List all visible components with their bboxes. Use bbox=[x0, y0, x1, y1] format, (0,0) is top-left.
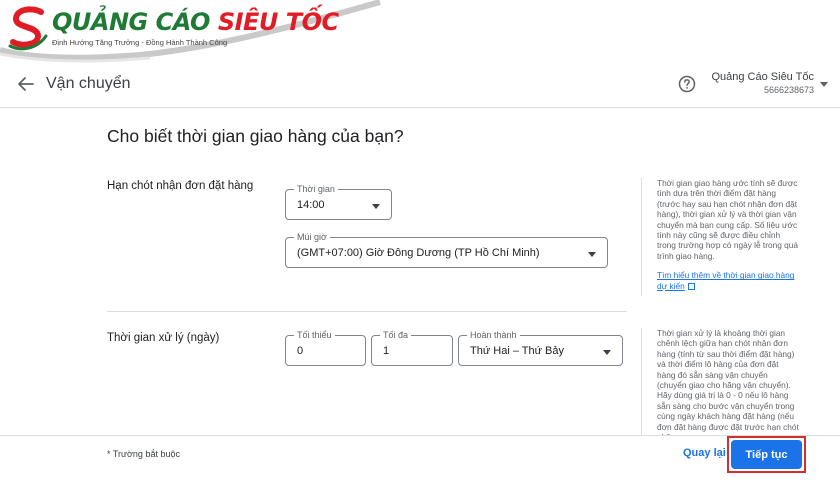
handling-days-label: Hoàn thành bbox=[467, 330, 520, 340]
chevron-down-icon bbox=[372, 204, 380, 209]
page-title: Vận chuyển bbox=[46, 75, 131, 92]
cutoff-time-value: 14:00 bbox=[297, 199, 325, 211]
handling-min-label: Tối thiểu bbox=[294, 330, 335, 340]
brand-title: QUẢNG CÁO SIÊU TỐC bbox=[52, 8, 339, 36]
account-name: Quảng Cáo Siêu Tốc bbox=[711, 71, 814, 83]
back-button[interactable]: Quay lại bbox=[683, 447, 726, 459]
back-arrow-icon[interactable] bbox=[16, 74, 36, 94]
handling-days-value: Thứ Hai – Thứ Bảy bbox=[470, 345, 565, 357]
section-divider bbox=[107, 311, 627, 312]
cutoff-time-label: Thời gian bbox=[294, 184, 338, 194]
cutoff-time-select[interactable] bbox=[285, 184, 392, 220]
handling-note-text: Thời gian xử lý là khoảng thời gian chênh lệch giữa hạn chót nhận đơn hàng (tính từ sau thời điểm đặt hàng) và thời điểm lô hàng của đơn đặt hàng đó sẵn sàng vận chuyển (chuyển giao cho hãng vận chuyển). Hãy dùng giá trị là 0 - 0 nếu lô hàng sẵn sàng cho bước vận chuyển trong cùng ngày khách hàng đặt hàng (nếu đơn đặt hàng được đặt trước hạn chót bbox=[657, 328, 799, 432]
handling-max-label: Tối đa bbox=[380, 330, 411, 340]
main-heading: Cho biết thời gian giao hàng của bạn? bbox=[107, 126, 404, 146]
brand-tagline: Định Hướng Tăng Trưởng - Đồng Hành Thành Công bbox=[52, 38, 228, 47]
account-id: 5666238673 bbox=[763, 85, 814, 95]
handling-help-note bbox=[641, 328, 799, 435]
handling-max-input[interactable] bbox=[371, 330, 453, 366]
handling-min-value: 0 bbox=[297, 345, 304, 357]
handling-label: Thời gian xử lý (ngày) bbox=[107, 332, 220, 344]
cutoff-note-text: Thời gian giao hàng ước tính sẽ được tính dựa trên thời điểm đặt hàng (trước hay sau hạn chót nhận đơn đặt hàng), thời gian xử lý và thời gian vận chuyển mà bạn cung cấp. Số liệu ước tính này cũng sẽ được điều chỉnh trong trường hợp có ngày lễ trong quá trình giao hàng. bbox=[657, 178, 798, 261]
handling-days-select[interactable] bbox=[458, 330, 623, 366]
timezone-label: Múi giờ bbox=[294, 232, 330, 242]
brand-banner bbox=[0, 0, 380, 70]
continue-button[interactable]: Tiếp tục bbox=[731, 440, 802, 469]
cutoff-label: Hạn chót nhận đơn đặt hàng bbox=[107, 180, 254, 192]
account-caret-icon[interactable] bbox=[820, 82, 828, 87]
handling-max-value: 1 bbox=[383, 345, 390, 357]
learn-more-link[interactable]: Tìm hiểu thêm về thời gian giao hàng dự kiến bbox=[657, 270, 795, 291]
required-note: * Trường bắt buộc bbox=[107, 449, 180, 459]
chevron-down-icon bbox=[603, 350, 611, 355]
cutoff-help-note bbox=[641, 178, 799, 296]
timezone-value: (GMT+07:00) Giờ Đông Dương (TP Hồ Chí Minh) bbox=[297, 247, 540, 259]
page-footer bbox=[0, 435, 840, 500]
chevron-down-icon bbox=[588, 252, 596, 257]
help-icon[interactable] bbox=[678, 75, 696, 93]
timezone-select[interactable] bbox=[285, 232, 608, 268]
handling-min-input[interactable] bbox=[285, 330, 366, 366]
external-link-icon bbox=[688, 283, 695, 290]
account-switcher[interactable] bbox=[711, 71, 814, 95]
logo-s-icon bbox=[8, 6, 48, 50]
